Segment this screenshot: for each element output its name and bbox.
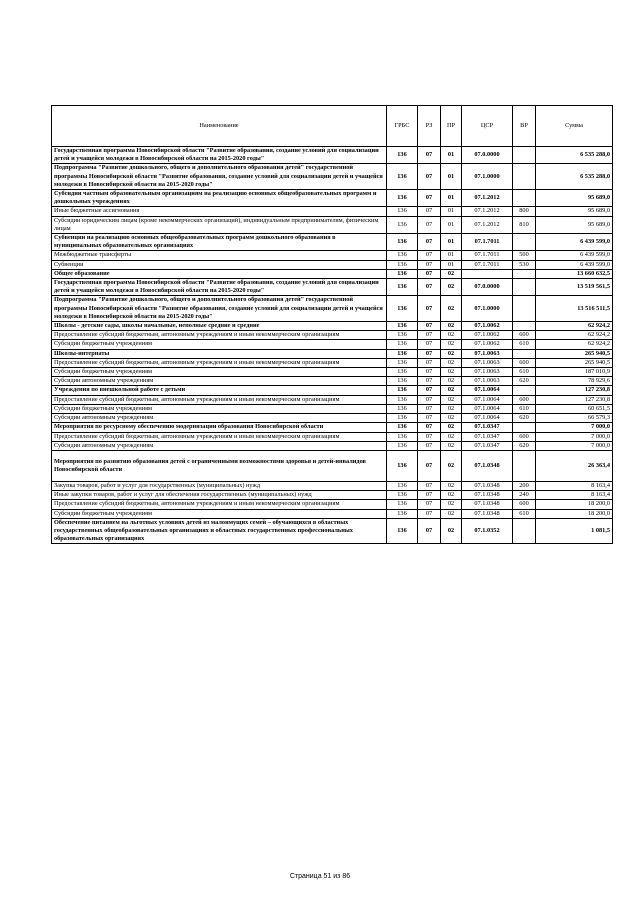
cell-name: Предоставление субсидий бюджетным, автономным учреждениям и иным некоммерческим организациям: [52, 358, 387, 367]
cell-vr: 610: [513, 340, 536, 349]
cell-vr: 610: [513, 509, 536, 518]
cell-sum: 7 000,0: [536, 432, 613, 441]
cell-grbs: 136: [387, 234, 418, 251]
cell-name: Предоставление субсидий бюджетным, автономным учреждениям и иным некоммерческим организациям: [52, 395, 387, 404]
cell-sum: 62 924,2: [536, 322, 613, 331]
cell-grbs: 136: [387, 260, 418, 269]
cell-grbs: 136: [387, 340, 418, 349]
table-row: [52, 331, 613, 340]
table-row: [52, 279, 613, 296]
cell-rz: 07: [418, 481, 441, 490]
cell-csr: 07.0.0000: [462, 279, 513, 296]
cell-rz: 07: [418, 377, 441, 386]
cell-grbs: 136: [387, 322, 418, 331]
cell-name: Подпрограмма "Развитие дошкольного, общего и дополнительного образования детей" государственной программы Новосибирской области "Развитие образования, создание условий для социализации детей и учащейся молодежи в Новосибирской области на 2015-2020 годы": [52, 296, 387, 322]
cell-csr: 07.1.0000: [462, 296, 513, 322]
table-row: [52, 164, 613, 190]
cell-sum: 26 363,4: [536, 450, 613, 481]
cell-csr: 07.1.0352: [462, 518, 513, 544]
cell-vr: 600: [513, 500, 536, 509]
cell-csr: 07.1.0063: [462, 358, 513, 367]
cell-sum: 187 010,9: [536, 368, 613, 377]
cell-csr: 07.1.0063: [462, 377, 513, 386]
cell-name: Субсидии бюджетным учреждениям: [52, 509, 387, 518]
table-row: [52, 368, 613, 377]
cell-csr: 07.1.0064: [462, 404, 513, 413]
cell-rz: 07: [418, 423, 441, 432]
table-row: [52, 358, 613, 367]
cell-pr: 02: [441, 368, 462, 377]
cell-csr: 07.1.0063: [462, 349, 513, 358]
table-row: [52, 216, 613, 233]
cell-name: Субсидии частным образовательным организациям на реализацию основных общеобразовательных программ и дошкольных учреждениях: [52, 190, 387, 207]
cell-sum: 95 689,0: [536, 190, 613, 207]
cell-grbs: 136: [387, 164, 418, 190]
table-row: [52, 234, 613, 251]
cell-sum: 62 924,2: [536, 340, 613, 349]
budget-table: [51, 105, 613, 544]
cell-grbs: 136: [387, 500, 418, 509]
cell-csr: 07.1.0063: [462, 368, 513, 377]
table-row: [52, 518, 613, 544]
cell-rz: 07: [418, 368, 441, 377]
cell-name: Школы - детские сады, школы начальные, неполные средние и средние: [52, 322, 387, 331]
cell-csr: 07.1.0348: [462, 450, 513, 481]
table-row: [52, 269, 613, 278]
cell-pr: 02: [441, 395, 462, 404]
table-row: [52, 481, 613, 490]
cell-sum: 13 516 511,5: [536, 296, 613, 322]
cell-name: Субсидии бюджетным учреждениям: [52, 404, 387, 413]
cell-grbs: 136: [387, 279, 418, 296]
header-rz: РЗ: [418, 106, 441, 147]
cell-pr: 02: [441, 491, 462, 500]
table-row: [52, 147, 613, 164]
cell-vr: 620: [513, 377, 536, 386]
cell-rz: 07: [418, 509, 441, 518]
cell-rz: 07: [418, 216, 441, 233]
cell-vr: [513, 190, 536, 207]
cell-csr: 07.1.0062: [462, 331, 513, 340]
table-row: [52, 207, 613, 216]
cell-sum: 127 230,8: [536, 386, 613, 395]
cell-csr: 07.1.0062: [462, 340, 513, 349]
cell-sum: 60 651,5: [536, 404, 613, 413]
cell-grbs: 136: [387, 349, 418, 358]
cell-name: Предоставление субсидий бюджетным, автономным учреждениям и иным некоммерческим организациям: [52, 432, 387, 441]
table-row: [52, 322, 613, 331]
cell-rz: 07: [418, 296, 441, 322]
cell-vr: [513, 269, 536, 278]
cell-sum: 95 689,0: [536, 207, 613, 216]
cell-csr: 07.1.0347: [462, 441, 513, 450]
cell-sum: 95 689,0: [536, 216, 613, 233]
cell-vr: [513, 296, 536, 322]
table-row: [52, 386, 613, 395]
cell-grbs: 136: [387, 207, 418, 216]
cell-csr: 07.1.0062: [462, 322, 513, 331]
cell-pr: 01: [441, 147, 462, 164]
cell-name: Субсидии бюджетным учреждениям: [52, 368, 387, 377]
cell-pr: 02: [441, 404, 462, 413]
cell-pr: 02: [441, 296, 462, 322]
table-row: [52, 260, 613, 269]
cell-pr: 02: [441, 322, 462, 331]
cell-grbs: 136: [387, 432, 418, 441]
cell-csr: 07.1.0064: [462, 414, 513, 423]
cell-vr: 610: [513, 368, 536, 377]
table-row: [52, 500, 613, 509]
cell-name: Предоставление субсидий бюджетным, автономным учреждениям и иным некоммерческим организациям: [52, 500, 387, 509]
cell-pr: 01: [441, 216, 462, 233]
cell-csr: 07.1.2012: [462, 216, 513, 233]
cell-rz: 07: [418, 404, 441, 413]
cell-name: Предоставление субсидий бюджетным, автономным учреждениям и иным некоммерческим организациям: [52, 331, 387, 340]
cell-vr: [513, 518, 536, 544]
cell-sum: 13 660 632,5: [536, 269, 613, 278]
header-sum: Сумма: [536, 106, 613, 147]
cell-csr: 07.1.0348: [462, 491, 513, 500]
cell-rz: 07: [418, 500, 441, 509]
cell-vr: 620: [513, 441, 536, 450]
header-name: Наименование: [52, 106, 387, 147]
cell-grbs: 136: [387, 190, 418, 207]
cell-pr: 02: [441, 423, 462, 432]
cell-sum: 18 200,0: [536, 500, 613, 509]
cell-grbs: 136: [387, 441, 418, 450]
cell-sum: 6 439 599,0: [536, 251, 613, 260]
cell-grbs: 136: [387, 386, 418, 395]
cell-sum: 8 163,4: [536, 491, 613, 500]
cell-grbs: 136: [387, 395, 418, 404]
cell-csr: 07.1.0064: [462, 395, 513, 404]
cell-grbs: 136: [387, 358, 418, 367]
cell-vr: 600: [513, 432, 536, 441]
cell-sum: 7 000,0: [536, 441, 613, 450]
cell-grbs: 136: [387, 377, 418, 386]
header-csr: ЦСР: [462, 106, 513, 147]
cell-sum: 6 439 599,0: [536, 260, 613, 269]
cell-grbs: 136: [387, 404, 418, 413]
cell-rz: 07: [418, 260, 441, 269]
cell-pr: 02: [441, 414, 462, 423]
cell-pr: 02: [441, 500, 462, 509]
cell-vr: 500: [513, 251, 536, 260]
cell-pr: 01: [441, 190, 462, 207]
cell-csr: 07.1.0348: [462, 481, 513, 490]
cell-rz: 07: [418, 340, 441, 349]
cell-name: Общее образование: [52, 269, 387, 278]
cell-grbs: 136: [387, 491, 418, 500]
cell-sum: 13 519 561,5: [536, 279, 613, 296]
table-row: [52, 432, 613, 441]
cell-sum: 265 940,5: [536, 358, 613, 367]
cell-vr: [513, 322, 536, 331]
cell-sum: 6 439 599,0: [536, 234, 613, 251]
cell-vr: [513, 164, 536, 190]
cell-vr: 610: [513, 404, 536, 413]
cell-vr: [513, 234, 536, 251]
cell-grbs: 136: [387, 509, 418, 518]
cell-rz: 07: [418, 518, 441, 544]
cell-pr: 02: [441, 269, 462, 278]
cell-name: Субсидии автономным учреждениям: [52, 377, 387, 386]
table-body: [52, 147, 613, 544]
cell-rz: 07: [418, 349, 441, 358]
cell-pr: 02: [441, 340, 462, 349]
cell-csr: 07.1.0064: [462, 386, 513, 395]
table-row: [52, 450, 613, 481]
cell-vr: [513, 423, 536, 432]
cell-rz: 07: [418, 251, 441, 260]
cell-pr: 02: [441, 349, 462, 358]
cell-csr: 07.0.0000: [462, 147, 513, 164]
table-row: [52, 251, 613, 260]
table-row: [52, 414, 613, 423]
cell-rz: 07: [418, 491, 441, 500]
cell-name: Государственная программа Новосибирской области "Развитие образования, создание условий для социализации детей и учащейся молодежи в Новосибирской области на 2015-2020 годы": [52, 147, 387, 164]
cell-rz: 07: [418, 279, 441, 296]
cell-sum: 8 163,4: [536, 481, 613, 490]
cell-name: Обеспечение питанием на льготных условиях детей из малоимущих семей – обучающихся в областных государственных общеобразовательных организациях и областных государственных профессиональных образовательных организациях: [52, 518, 387, 544]
cell-name: Мероприятия по ресурсному обеспечению модернизации образования Новосибирской области: [52, 423, 387, 432]
cell-vr: 800: [513, 207, 536, 216]
cell-pr: 02: [441, 450, 462, 481]
cell-name: Субсидии автономным учреждениям: [52, 441, 387, 450]
cell-rz: 07: [418, 269, 441, 278]
cell-grbs: 136: [387, 414, 418, 423]
cell-csr: 07.1.7011: [462, 251, 513, 260]
cell-grbs: 136: [387, 269, 418, 278]
cell-name: Субвенции: [52, 260, 387, 269]
cell-rz: 07: [418, 322, 441, 331]
cell-name: Мероприятия по развитию образования детей с ограниченными возможностями здоровья и детей-инвалидов Новосибирской области: [52, 450, 387, 481]
cell-csr: 07.1.0000: [462, 164, 513, 190]
cell-rz: 07: [418, 147, 441, 164]
cell-name: Иные бюджетные ассигнования: [52, 207, 387, 216]
cell-name: Субвенции на реализацию основных общеобразовательных программ дошкольного образования в муниципальных образовательных организациях: [52, 234, 387, 251]
cell-grbs: 136: [387, 481, 418, 490]
cell-sum: 7 000,0: [536, 423, 613, 432]
cell-rz: 07: [418, 234, 441, 251]
cell-vr: 810: [513, 216, 536, 233]
cell-pr: 02: [441, 386, 462, 395]
cell-pr: 01: [441, 234, 462, 251]
cell-pr: 02: [441, 358, 462, 367]
cell-csr: 07.1.0348: [462, 500, 513, 509]
cell-grbs: 136: [387, 331, 418, 340]
cell-sum: 1 081,5: [536, 518, 613, 544]
cell-name: Школы-интернаты: [52, 349, 387, 358]
table-row: [52, 340, 613, 349]
cell-name: Подпрограмма "Развитие дошкольного, общего и дополнительного образования детей" государственной программы Новосибирской области "Развитие образования, создание условий для социализации детей и учащейся молодежи в Новосибирской области на 2015-2020 годы": [52, 164, 387, 190]
cell-sum: 18 200,0: [536, 509, 613, 518]
cell-pr: 02: [441, 279, 462, 296]
cell-csr: 07.1.0347: [462, 432, 513, 441]
cell-csr: 07.1.0348: [462, 509, 513, 518]
table-row: [52, 395, 613, 404]
cell-name: Субсидии автономным учреждениям: [52, 414, 387, 423]
cell-rz: 07: [418, 358, 441, 367]
table-row: [52, 509, 613, 518]
cell-pr: 01: [441, 260, 462, 269]
cell-csr: 07.1.2012: [462, 207, 513, 216]
cell-name: Субсидии бюджетным учреждениям: [52, 340, 387, 349]
cell-rz: 07: [418, 190, 441, 207]
cell-pr: 02: [441, 518, 462, 544]
table-row: [52, 190, 613, 207]
cell-pr: 01: [441, 164, 462, 190]
cell-pr: 01: [441, 251, 462, 260]
cell-pr: 02: [441, 432, 462, 441]
cell-pr: 02: [441, 441, 462, 450]
cell-rz: 07: [418, 441, 441, 450]
cell-vr: 600: [513, 358, 536, 367]
table-row: [52, 441, 613, 450]
cell-rz: 07: [418, 331, 441, 340]
cell-rz: 07: [418, 450, 441, 481]
header-pr: ПР: [441, 106, 462, 147]
cell-rz: 07: [418, 395, 441, 404]
cell-grbs: 136: [387, 368, 418, 377]
cell-grbs: 136: [387, 518, 418, 544]
cell-rz: 07: [418, 414, 441, 423]
cell-vr: [513, 450, 536, 481]
cell-grbs: 136: [387, 216, 418, 233]
cell-vr: 620: [513, 414, 536, 423]
cell-rz: 07: [418, 432, 441, 441]
cell-sum: 6 535 288,0: [536, 164, 613, 190]
cell-pr: 01: [441, 207, 462, 216]
cell-csr: 07.1.7011: [462, 234, 513, 251]
cell-pr: 02: [441, 331, 462, 340]
cell-vr: [513, 279, 536, 296]
cell-name: Государственная программа Новосибирской области "Развитие образования, создание условий для социализации детей и учащейся молодежи в Новосибирской области на 2015-2020 годы": [52, 279, 387, 296]
header-grbs: ГРБС: [387, 106, 418, 147]
cell-csr: [462, 269, 513, 278]
table-row: [52, 423, 613, 432]
table-header-row: [52, 106, 613, 147]
cell-name: Иные закупки товаров, работ и услуг для обеспечения государственных (муниципальных) нужд: [52, 491, 387, 500]
cell-name: Учреждения по внешкольной работе с детьми: [52, 386, 387, 395]
cell-pr: 02: [441, 509, 462, 518]
cell-name: Закупка товаров, работ и услуг для государственных (муниципальных) нужд: [52, 481, 387, 490]
table-row: [52, 491, 613, 500]
cell-sum: 127 230,8: [536, 395, 613, 404]
cell-vr: 600: [513, 395, 536, 404]
cell-csr: 07.1.2012: [462, 190, 513, 207]
cell-name: Межбюджетные трансферты: [52, 251, 387, 260]
cell-rz: 07: [418, 207, 441, 216]
cell-sum: 78 929,6: [536, 377, 613, 386]
page-number: Страница 51 из 86: [289, 873, 351, 880]
table-row: [52, 349, 613, 358]
cell-vr: 600: [513, 331, 536, 340]
cell-csr: 07.1.7011: [462, 260, 513, 269]
table-row: [52, 404, 613, 413]
cell-rz: 07: [418, 386, 441, 395]
table-row: [52, 377, 613, 386]
cell-sum: 6 535 288,0: [536, 147, 613, 164]
cell-grbs: 136: [387, 296, 418, 322]
cell-vr: 530: [513, 260, 536, 269]
cell-vr: [513, 147, 536, 164]
table-row: [52, 296, 613, 322]
cell-grbs: 136: [387, 251, 418, 260]
cell-sum: 62 924,2: [536, 331, 613, 340]
cell-csr: 07.1.0347: [462, 423, 513, 432]
cell-grbs: 136: [387, 147, 418, 164]
header-vr: ВР: [513, 106, 536, 147]
cell-vr: [513, 349, 536, 358]
cell-pr: 02: [441, 481, 462, 490]
cell-vr: 200: [513, 481, 536, 490]
cell-grbs: 136: [387, 450, 418, 481]
cell-vr: 240: [513, 491, 536, 500]
cell-sum: 265 940,5: [536, 349, 613, 358]
cell-grbs: 136: [387, 423, 418, 432]
cell-pr: 02: [441, 377, 462, 386]
cell-rz: 07: [418, 164, 441, 190]
cell-name: Субсидии юридическим лицам (кроме некоммерческих организаций), индивидуальным предпринимателям, физическим лицам: [52, 216, 387, 233]
cell-vr: [513, 386, 536, 395]
cell-sum: 66 579,3: [536, 414, 613, 423]
